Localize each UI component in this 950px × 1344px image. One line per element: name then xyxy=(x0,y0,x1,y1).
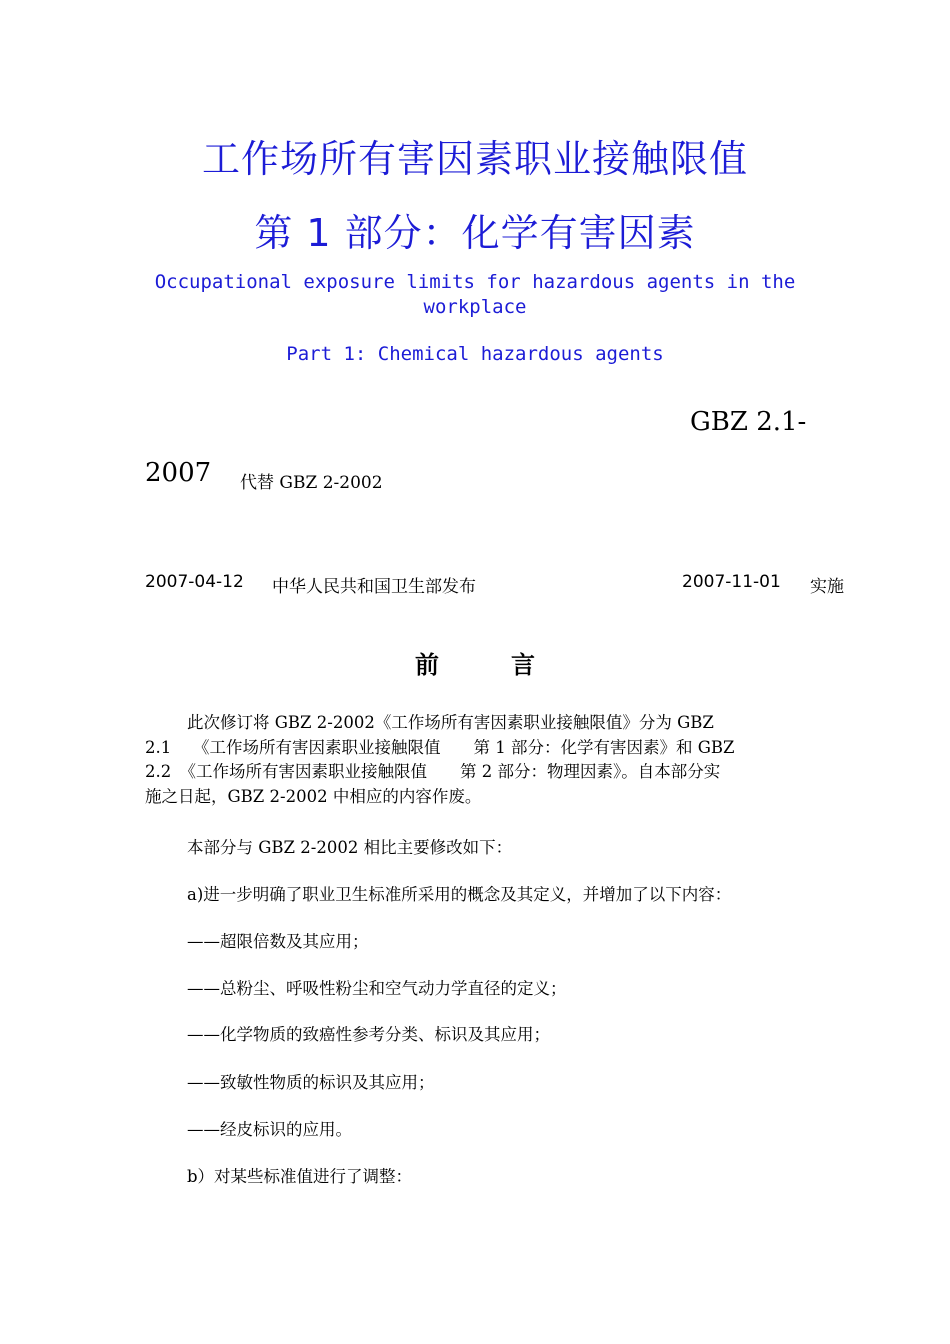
para1-line: 2.2 《工作场所有害因素职业接触限值 第 2 部分：物理因素》。自本部分实 xyxy=(145,762,721,781)
sub-item: ——致敏性物质的标识及其应用； xyxy=(187,1073,435,1092)
standard-year: 2007 xyxy=(145,458,212,488)
item-b: b）对某些标准值进行了调整： xyxy=(187,1167,413,1186)
replaces-standard: 代替 GBZ 2-2002 xyxy=(240,473,383,493)
title-cn-line2: 第 1 部分：化学有害因素 xyxy=(254,211,696,255)
para1-line: 此次修订将 GBZ 2-2002《工作场所有害因素职业接触限值》分为 GBZ xyxy=(187,713,714,732)
sub-item: ——总粉尘、呼吸性粉尘和空气动力学直径的定义； xyxy=(187,979,567,998)
para1-line: 2.1 《工作场所有害因素职业接触限值 第 1 部分：化学有害因素》和 GBZ xyxy=(145,737,735,757)
para1-line: 施之日起，GBZ 2-2002 中相应的内容作废。 xyxy=(145,786,482,806)
title-cn-line1: 工作场所有害因素职业接触限值 xyxy=(201,137,748,181)
preface-paragraph-1 xyxy=(145,711,810,809)
title-en-line1: Occupational exposure limits for hazardous agents in the workplace xyxy=(154,271,796,318)
preface-paragraph-2: 本部分与 GBZ 2-2002 相比主要修改如下： xyxy=(187,838,513,857)
sub-item: ——经皮标识的应用。 xyxy=(187,1120,352,1139)
item-a: a)进一步明确了职业卫生标准所采用的概念及其定义，并增加了以下内容： xyxy=(187,885,732,904)
effective-date: 2007-11-01 xyxy=(682,572,781,592)
sub-item: ——超限倍数及其应用； xyxy=(187,932,369,951)
publish-date: 2007-04-12 xyxy=(145,572,244,592)
sub-item: ——化学物质的致癌性参考分类、标识及其应用； xyxy=(187,1025,550,1044)
effective-label: 实施 xyxy=(810,577,844,597)
preface-title: 前 言 xyxy=(415,651,535,679)
title-en-line2: Part 1: Chemical hazardous agents xyxy=(286,343,664,365)
publisher: 中华人民共和国卫生部发布 xyxy=(272,577,476,597)
standard-number: GBZ 2.1- xyxy=(690,407,807,437)
